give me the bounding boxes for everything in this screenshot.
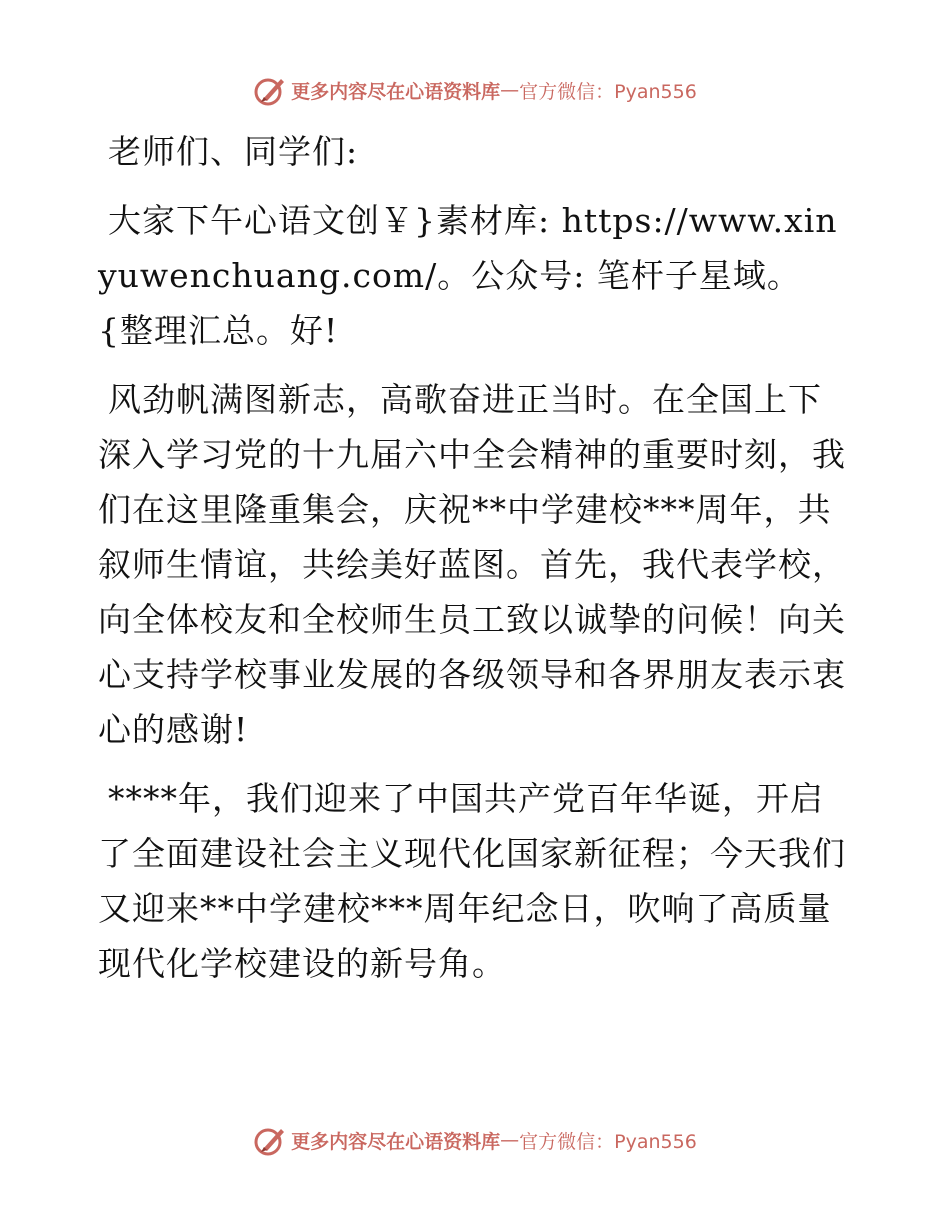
greeting-paragraph: 大家下午心语文创￥}素材库: https://www.xinyuwenchuang.com/。公众号: 笔杆子星域。{整理汇总。好! [98,201,838,350]
paragraph-2: ****年，我们迎来了中国共产党百年华诞，开启了全面建设社会主义现代化国家新征程；今天我们又迎来**中学建校***周年纪念日，吹响了高质量现代化学校建设的新号角。 [98,779,846,983]
paragraph-1: 风劲帆满图新志，高歌奋进正当时。在全国上下深入学习党的十九届六中全会精神的重要时刻，我们在这里隆重集会，庆祝**中学建校***周年，共叙师生情谊，共绘美好蓝图。首先，我代表学校，向全体校友和全校师生员工致以诚挚的问候！向关心支持学校事业发展的各级领导和各界朋友表示衷心的感谢! [98,380,846,749]
banner-site-text: 更多内容尽在心语资料库 [291,80,501,103]
header-banner [0,70,950,110]
quill-pen-circle-logo-icon [253,73,287,107]
salutation: 老师们、同学们: [108,132,359,171]
quill-pen-circle-logo-icon [253,1123,287,1157]
banner-site-text: 更多内容尽在心语资料库 [291,1130,501,1153]
banner-separator: — [500,79,520,101]
banner-separator: — [500,1129,520,1151]
document-body [98,124,850,1005]
banner-contact-text: 官方微信：Pyan556 [519,1130,697,1153]
footer-banner [0,1120,950,1160]
banner-contact-text: 官方微信：Pyan556 [519,80,697,103]
